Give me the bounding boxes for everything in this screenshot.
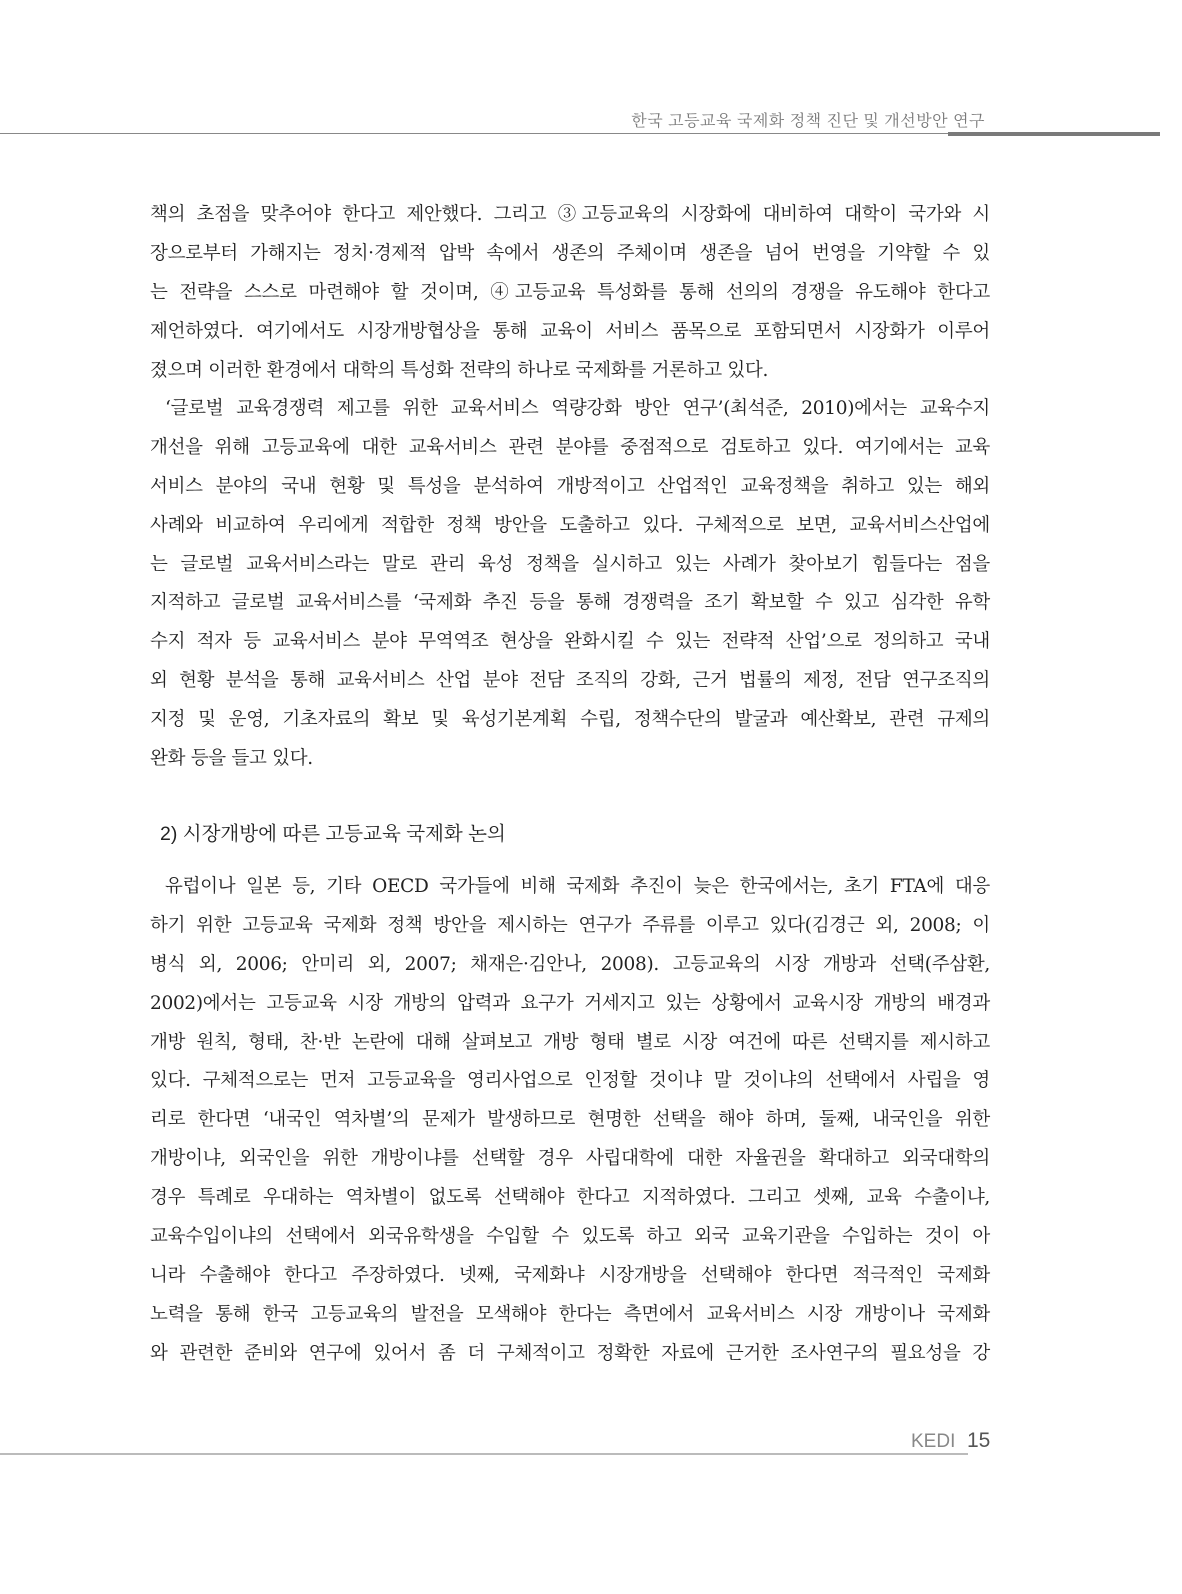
text-line: 와 관련한 준비와 연구에 있어서 좀 더 구체적이고 정확한 자료에 근거한 조사연구의 필요성을 강: [150, 1342, 990, 1364]
text-line: 제언하였다. 여기에서도 시장개방협상을 통해 교육이 서비스 품목으로 포함되면서 시장화가 이루어: [150, 320, 990, 342]
text-line: 지정 및 운영, 기초자료의 확보 및 육성기본계획 수립, 정책수단의 발굴과 예산확보, 관련 규제의: [150, 709, 990, 731]
text-line: 하기 위한 고등교육 국제화 정책 방안을 제시하는 연구가 주류를 이루고 있다(김경근 외, 2008; 이: [150, 914, 990, 936]
text-line: 노력을 통해 한국 고등교육의 발전을 모색해야 한다는 측면에서 교육서비스 시장 개방이나 국제화: [150, 1303, 990, 1325]
footer-rule: [0, 1453, 968, 1455]
paragraph-3: [150, 868, 990, 1374]
text-line: 개선을 위해 고등교육에 대한 교육서비스 관련 분야를 중점적으로 검토하고 있다. 여기에서는 교육: [150, 436, 990, 458]
text-line: 리로 한다면 ‘내국인 역차별’의 문제가 발생하므로 현명한 선택을 해야 하며, 둘째, 내국인을 위한: [150, 1109, 990, 1131]
text-line: 외 현황 분석을 통해 교육서비스 산업 분야 전담 조직의 강화, 근거 법률의 제정, 전담 연구조직의: [150, 670, 990, 692]
text-line: 서비스 분야의 국내 현황 및 특성을 분석하여 개방적이고 산업적인 교육정책을 취하고 있는 해외: [150, 475, 990, 497]
header-bar: [948, 132, 1160, 136]
section-heading: 2) 시장개방에 따른 고등교육 국제화 논의: [160, 823, 506, 845]
text-line: 교육수입이냐의 선택에서 외국유학생을 수입할 수 있도록 하고 외국 교육기관을 수입하는 것이 아: [150, 1226, 990, 1248]
text-line: ‘글로벌 교육경쟁력 제고를 위한 교육서비스 역량강화 방안 연구’(최석준, 2010)에서는 교육수지: [165, 398, 990, 419]
text-line: 졌으며 이러한 환경에서 대학의 특성화 전략의 하나로 국제화를 거론하고 있다.: [150, 359, 769, 381]
text-line: 유럽이나 일본 등, 기타 OECD 국가들에 비해 국제화 추진이 늦은 한국에서는, 초기 FTA에 대응: [165, 876, 990, 897]
text-line: 2002)에서는 고등교육 시장 개방의 압력과 요구가 거세지고 있는 상황에서 교육시장 개방의 배경과: [150, 992, 990, 1014]
text-line: 는 글로벌 교육서비스라는 말로 관리 육성 정책을 실시하고 있는 사례가 찾아보기 힘들다는 점을: [150, 553, 990, 575]
text-line: 사례와 비교하여 우리에게 적합한 정책 방안을 도출하고 있다. 구체적으로 보면, 교육서비스산업에: [150, 514, 990, 536]
text-line: 경우 특례로 우대하는 역차별이 없도록 선택해야 한다고 지적하였다. 그리고 셋째, 교육 수출이냐,: [150, 1187, 990, 1209]
header-rule: [0, 133, 1000, 134]
text-line: 책의 초점을 맞추어야 한다고 제안했다. 그리고 ③고등교육의 시장화에 대비하여 대학이 국가와 시: [150, 204, 990, 225]
text-line: 있다. 구체적으로는 먼저 고등교육을 영리사업으로 인정할 것이냐 말 것이냐의 선택에서 사립을 영: [150, 1070, 990, 1092]
text-line: 수지 적자 등 교육서비스 분야 무역역조 현상을 완화시킬 수 있는 전략적 산업’으로 정의하고 국내: [150, 631, 990, 653]
text-line: 병식 외, 2006; 안미리 외, 2007; 채재은·김안나, 2008). 고등교육의 시장 개방과 선택(주삼환,: [150, 953, 990, 975]
text-line: 는 전략을 스스로 마련해야 할 것이며, ④고등교육 특성화를 통해 선의의 경쟁을 유도해야 한다고: [150, 281, 990, 303]
paragraph-1: [150, 196, 990, 390]
text-line: 개방 원칙, 형태, 찬·반 논란에 대해 살펴보고 개방 형태 별로 시장 여건에 따른 선택지를 제시하고: [150, 1031, 990, 1053]
paragraph-2: [150, 390, 990, 779]
text-line: 지적하고 글로벌 교육서비스를 ‘국제화 추진 등을 통해 경쟁력을 조기 확보할 수 있고 심각한 유학: [150, 592, 990, 614]
text-line: 장으로부터 가해지는 정치·경제적 압박 속에서 생존의 주체이며 생존을 넘어 번영을 기약할 수 있: [150, 242, 990, 264]
page-number: 15: [967, 1429, 991, 1452]
footer-publisher: KEDI: [911, 1431, 956, 1452]
running-head: 한국 고등교육 국제화 정책 진단 및 개선방안 연구: [631, 113, 985, 130]
text-line: 니라 수출해야 한다고 주장하였다. 넷째, 국제화냐 시장개방을 선택해야 한다면 적극적인 국제화: [150, 1264, 990, 1286]
text-line: 개방이냐, 외국인을 위한 개방이냐를 선택할 경우 사립대학에 대한 자율권을 확대하고 외국대학의: [150, 1148, 990, 1170]
text-line: 완화 등을 들고 있다.: [150, 748, 313, 770]
